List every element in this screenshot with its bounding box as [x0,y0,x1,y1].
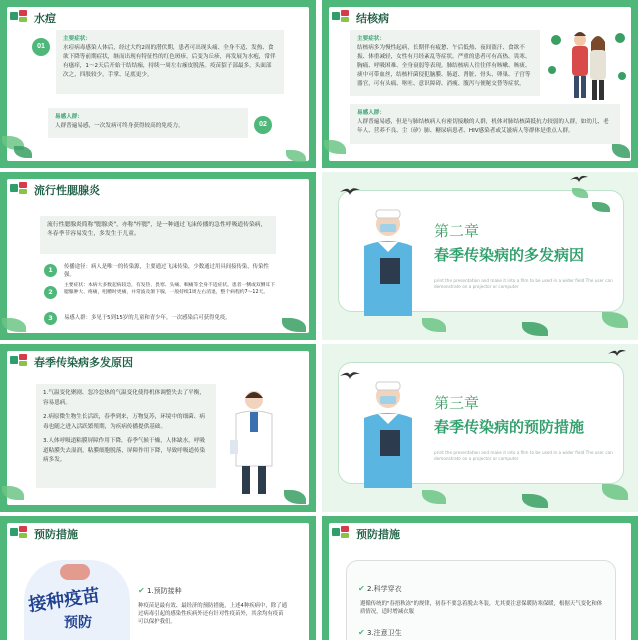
swallow-icon [340,186,360,196]
susceptible-text: 人群普遍易感，一次发病可终身获得较高的免疫力。 [55,123,184,129]
intro-box: 流行性腮腺炎简称"腮腺炎"，亦称"痄腮"，是一种通过飞沫传播的急性呼吸道传染病，冬春季节容易发生，多发生于儿童。 [40,216,276,254]
measure-text: 遵循传统的"春捂秋冻"的规律，初春不要急着脱去冬装，尤其要注意保暖防寒保暖，根据天气变化和体质情况，适时增减衣服 [360,601,603,615]
logo-icon [332,10,350,22]
susceptible-text: 人群普遍易感，但是与肺结核病人有密切接触的人群，机体对肺结核菌抵抗力较弱的人群，如幼儿、老年人、营养不良、尘（矽）肺、糖尿病患者、HIV感染者或艾滋病人等群体是重点人群。 [357,119,609,134]
swallow-icon [340,370,360,380]
measure-text: 种疫苗是最有效、最经济的预防措施，上述4种疾病中，除了通过病毒引起的感染性疾病外还有针对性疫苗外，其余均有疫苗可以保护我们。 [138,603,287,625]
logo-icon [10,354,28,366]
leaf-decoration [522,494,548,508]
susceptible-tag: 易感人群： [357,110,385,116]
logo-icon [10,182,28,194]
cause-paragraph: 2.病原微生物生长活跃，春季到来，万物复苏，环境中的细菌、病毒也随之进入活跃繁殖期，为疾病传播提供基础。 [43,414,205,430]
symptom-text: 结核病多为慢性起病，长期伴有疲惫、午后低热、夜间盗汗、食欲不振、体重减轻，女性有月经紊乱等症状。严重的患者可有高热、畏寒、胸痛、呼吸困难、全身衰弱等表现。肺结核病人往往伴有咳嗽、咳痰、痰中可带血丝，结核杆菌侵犯脑膜、肠道、肾脏、骨头、卵巢、子宫等器官，可有头痛、呕吐、意识障碍、消瘦、腹泻与便秘交替等症状。 [357,45,531,87]
doctor-illustration [358,378,426,510]
slide-title: 结核病 [356,13,389,25]
slide-title: 预防措施 [34,529,78,541]
slide-title: 流行性腮腺炎 [34,185,100,197]
leaf-decoration [602,312,628,328]
measure-heading-text: 3.注意卫生 [366,629,402,637]
measure-heading [358,584,402,594]
coughing-couple-illustration [544,26,630,104]
number-badge: 01 [32,38,50,56]
swallow-icon [570,174,588,183]
check-icon: ✔ [138,586,145,595]
doctor-illustration [228,388,280,500]
chapter-title: 春季传染病的多发病因 [434,247,585,264]
symptom-text: 水痘病毒感染人体后，经过大约2周的潜伏期，患者可出现头痛、全身不适、发热、食欲下降等前期症状，继而出现有特征性的红色斑疹，后变为丘疹，再发展为水疱，常伴有瘙痒，1～2天后开始干结结痂，持续一周左右痂皮脱落。疫苗貂子部最多，头面部次之，四肢较少，手掌、足底更少。 [63,45,276,78]
susceptible-box [350,104,620,144]
vaccine-stamp [24,560,130,640]
english-note: print the presentation and make it into a film to be used in a wider field The user can demonstrate on a projector or computer [434,450,613,461]
slide-chickenpox[interactable] [0,0,316,168]
measure-heading-text: 2.科学穿衣 [366,585,402,593]
symptom-box [56,30,284,94]
doctor-illustration [358,206,426,338]
stamp-text: 接种疫苗 [27,585,102,615]
slide-prevention-1[interactable] [0,516,316,640]
check-icon: ✔ [358,584,365,593]
cause-paragraph: 3.人体呼吸道粘膜屏障作用下降，春季气候干燥，人体缺水，呼吸道粘膜失去湿润，粘膜细胞脱落，屏障作用下降，导致呼吸道传染病多发。 [43,438,206,463]
logo-icon [10,10,28,22]
leaf-decoration [602,484,628,500]
number-badge: 02 [254,116,272,134]
logo-icon [10,526,28,538]
slide-tuberculosis[interactable] [322,0,638,168]
chapter-number: 第三章 [434,395,480,412]
swallow-icon [608,348,626,357]
symptom-tag: 主要症状： [357,36,385,42]
measure-heading [138,586,182,596]
susceptible-box [48,108,248,138]
item-text: 传播途径：病人是唯一的传染源，主要通过飞沫传染，少数通过用具间接传染，传染性强。 [64,264,269,278]
measure-heading-text: 1.预防接种 [146,587,182,595]
item-number: 1 [44,264,57,277]
chapter-number: 第二章 [434,223,480,240]
stamp-text-2: 预防 [64,614,92,630]
symptom-tag: 主要症状： [63,36,91,42]
chapter-title: 春季传染病的预防措施 [434,419,585,436]
slide-title: 水痘 [34,13,56,25]
item-text: 易感人群：多见于5到15岁的儿童和青少年。一次感染后可获得免疫。 [64,315,231,321]
slide-mumps[interactable] [0,172,316,340]
slide-prevention-2[interactable] [322,516,638,640]
english-note: print the presentation and make it into a film to be used in a wider field The user can demonstrate on a projector or computer [434,278,613,289]
causes-box [36,384,216,488]
measure-heading [358,628,402,638]
symptom-box [350,30,540,96]
slide-frame [6,178,310,334]
susceptible-tag: 易感人群： [55,114,83,120]
slide-title: 预防措施 [356,529,400,541]
item-text: 主要症状：本病大多数起病较急，有发热、畏寒、头痛、咽痛等全身不适症状。患者一侧或双侧耳下腮腺肿大、疼痛，咀嚼时更痛，并常波及颌下腺，一般持续1周左右消退，整个病程约7～12天。 [64,283,276,295]
item-number: 2 [44,286,57,299]
slide-chapter-3[interactable] [322,344,638,512]
slide-title: 春季传染病多发原因 [34,357,133,369]
check-icon: ✔ [358,628,365,637]
leaf-decoration [522,322,548,336]
logo-icon [332,526,350,538]
cause-paragraph: 1.气温变化聚剧、忽冷忽热的气温变化使得机体调整失去了平衡，容易患病。 [43,390,205,406]
slide-chapter-2[interactable] [322,172,638,340]
arm-icon [60,564,90,580]
slide-causes[interactable] [0,344,316,512]
item-number: 3 [44,312,57,325]
